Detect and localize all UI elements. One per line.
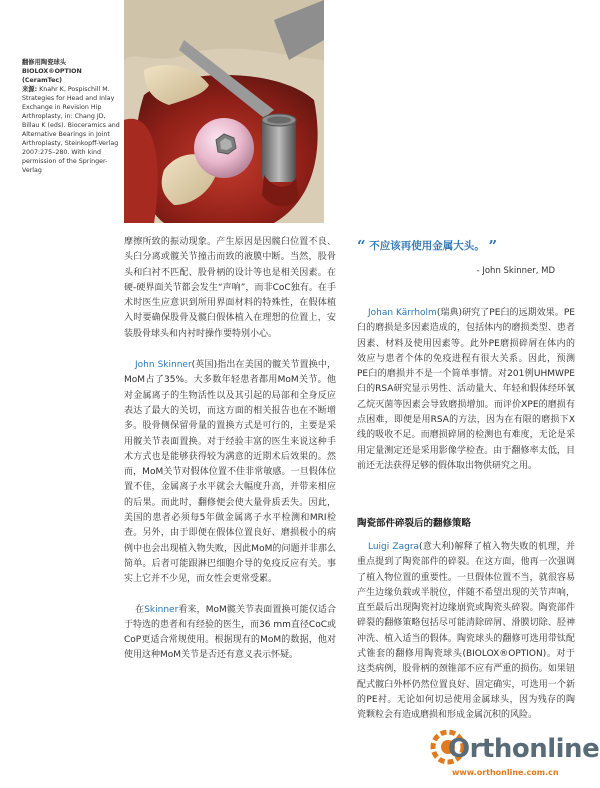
paragraph: Luigi Zagra(意大利)解释了植入物失败的机理，并重点提到了陶瓷部件的碎裂。在这方面，他再一次强调了植入物位置的重要性。一旦假体位置不当，就很容易产生边缘负载或半脱位，伴随不希望出现的关节声响，直至最后出现陶瓷衬边缘崩瓷或陶瓷头碎裂。陶瓷部件碎裂的翻修策略包括尽可能清除碎屑、滑膜切除、胫神冲洗、植入适当的假体。陶瓷球头的翻修可选用带钛配式锥套的翻修用陶瓷球头(BIOLOX®OPTION)。对于这类病例，股骨柄的颈锥部不应有严重的损伤。如果钮配式髋臼外杯仍然位置良好、固定确实，可选用一个新的PE衬。无论如何切忌使用金属球头，因为残存的陶瓷颗粒会有造成磨损和形成金属沉积的风险。 [357,542,575,721]
paragraph: 在Skinner看来，MoM髋关节表面置换可能仅适合于特选的患者和有经验的医生，而36 mm直径CoC或CoP更适合常规使用。根据现有的MoM的数据，他对使用这种MoM关节是否还有意义表示怀疑。 [124,604,336,661]
right-column-top [357,306,575,489]
quote-text: 不应该再使用金属大头。 [369,240,485,252]
right-column-bottom [357,540,575,739]
author-name: John Skinner [135,360,192,371]
quote-close-mark: ” [488,237,498,255]
paragraph: John Skinner(英国)指出在美国的髋关节置换中，MoM占了35%。大多数年轻患者都用MoM关节。他对金属离子的生物活性以及其引起的局部和全身反应表达了最大的关切，而这方面的相关报告也在不断增多。股骨侧保留骨量的置换方式是可行的，主要是采用髋关节表面置换。对于经验丰富的医生来说这种手术方式也是能够获得较为满意的近期术后效果的。然而，MoM关节对假体位置不佳非常敏感。一旦假体位置不佳，金属离子水平就会大幅度升高，并带来相应的后果。而此时，翻修便会使大量骨质丢失。因此，美国的患者必须每5年做金属离子水平检测和MRI检查。另外，由于即便在假体位置良好、磨损极小的病例中也会出现植入物失败，因此MoM的问题并非那么简单。后者可能跟淋巴细胞介导的免疫反应有关。事实上它并不少见，而女性会更常受累。 [124,360,336,585]
section-heading: 陶瓷部件碎裂后的翻修策略 [357,518,472,529]
logo-text: Orthonline [448,734,600,764]
quote-attribution: - John Skinner, MD [476,266,555,276]
paragraph: Johan Kärrholm(瑞典)研究了PE臼的远期效果。PE臼的磨损是多因素造成的，包括体内的磨损类型、患者因素、材料及使用因素等。此外PE磨损碎屑在体内的效应与患者个体的免疫进程有很大关系。因此，预测PE臼的磨损并不是一个简单事情。对201例UHMWPE臼的RSA研究显示男性、活动量大、年轻和假体经环氧乙烷灭菌等因素会导致磨损增加。而评价XPE的磨损有点困难，即便是用RSA的方法，因为在有限的磨损下X线的吸收不足。而磨损碎屑的检测也有难度，无论是采用定量测定还是采用影像学检查。由于翻修率太低，目前还无法获得足够的假体取出物供研究之用。 [357,308,575,471]
author-name: Skinner [144,604,179,615]
caption-source-label: 来源: [22,86,38,93]
left-column [124,235,336,679]
quote-open-mark: “ [357,237,366,255]
caption-source: Knahr K, Pospischill M. Strategies for Head and Inlay Exchange in Revision Hip Arthroplasty, in: Chang JD, Billau K (eds). Bioceramics and Alternative Bearings in Joint Arthroplasty, Steinkopff-Verlag 2007:275–280. With kind permission of the Springer-Verlag [22,86,120,174]
author-name: Luigi Zagra [368,542,420,552]
caption-subtitle: BIOLOX®OPTION (CeramTec) [22,68,82,84]
caption-title: 翻修用陶瓷球头 [22,59,67,66]
figure-caption [22,58,122,175]
surgical-photo [124,0,324,223]
author-name: Johan Kärrholm [368,308,437,318]
footer-url[interactable]: www.orthonline.com.cn [452,768,559,777]
paragraph: 摩擦所致的振动现象。产生原因是因髋臼位置不良、头臼分离或髋关节撞击而致的液膜中断。当然，股骨头和臼衬不匹配、股骨柄的设计等也是相关因素。在硬-硬界面关节都会发生“声响”，而非CoC独有。在手术时医生应意识到所用界面材料的特殊性，在假体植入时要确保股骨及髋臼假体植入在理想的位置上，安装股骨球头和内衬时操作要特别小心。 [124,237,336,339]
pull-quote [357,237,567,255]
